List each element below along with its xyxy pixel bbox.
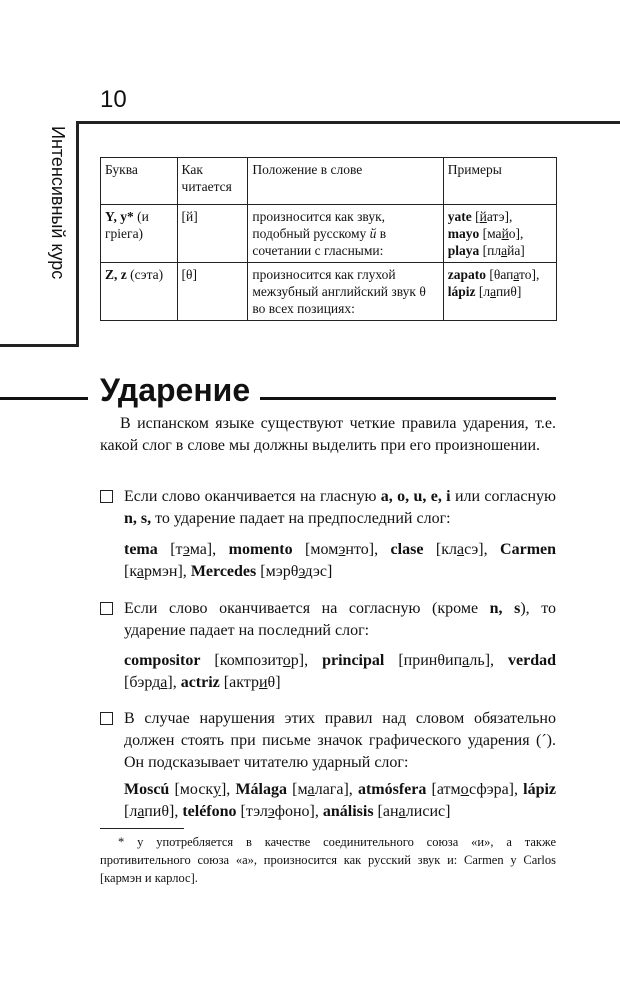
examples-cell bbox=[443, 205, 556, 263]
transcription: атэ], bbox=[486, 209, 513, 224]
example-word: lápiz bbox=[447, 284, 476, 299]
example-word: yate bbox=[447, 209, 472, 224]
table-header-cell: Как читается bbox=[177, 158, 248, 205]
transcription: ль], bbox=[469, 652, 495, 669]
stressed-vowel: о bbox=[460, 781, 470, 798]
rule-item bbox=[100, 708, 556, 774]
transcription: [л bbox=[475, 284, 491, 299]
table-row bbox=[101, 205, 557, 263]
example-word: Málaga bbox=[235, 781, 287, 798]
example-word: actriz bbox=[180, 674, 220, 691]
stressed-vowel: у bbox=[212, 781, 221, 798]
example-word: clase bbox=[390, 541, 424, 558]
side-running-title: Интенсивный курс bbox=[48, 126, 68, 280]
section-title: Ударение bbox=[100, 372, 251, 408]
example-word: Moscú bbox=[124, 781, 170, 798]
example-line bbox=[448, 225, 552, 242]
transcription: θ] bbox=[267, 674, 281, 691]
title-rule-left bbox=[0, 397, 88, 400]
stressed-vowel: а bbox=[398, 803, 406, 820]
stressed-vowel: а bbox=[513, 267, 520, 282]
page-number: 10 bbox=[100, 86, 127, 113]
example-word: atmósfera bbox=[357, 781, 427, 798]
transcription: ], bbox=[167, 674, 177, 691]
letter-name: (сэта) bbox=[126, 267, 164, 282]
transcription: йа] bbox=[507, 243, 525, 258]
table-header-cell: Положение в слове bbox=[248, 158, 443, 205]
transcription: [композит bbox=[200, 652, 283, 669]
rule-text bbox=[124, 486, 556, 530]
text-run: или согласную bbox=[450, 488, 556, 505]
stressed-vowel: а bbox=[307, 781, 315, 798]
checkbox-bullet-icon bbox=[100, 490, 113, 503]
transcription: [к bbox=[124, 563, 137, 580]
transcription: ма], bbox=[189, 541, 217, 558]
stressed-vowel: и bbox=[258, 674, 268, 691]
transcription: [мэрθ bbox=[256, 563, 299, 580]
text-run: ), то ударение падает на последний слог: bbox=[124, 600, 557, 639]
stressed-vowel: а bbox=[160, 674, 168, 691]
footnote: * y употребляется в качестве соединительного союза «и», а также противительного союза «а», произносится как русский звук и: Carmen y Carlos [кармэн и карлос]. bbox=[100, 835, 556, 885]
letter-bold: Z, z bbox=[105, 267, 127, 282]
stressed-vowel: а bbox=[456, 541, 465, 558]
example-word: tema bbox=[124, 541, 158, 558]
transcription: сфэра], bbox=[469, 781, 518, 798]
transcription: сэ], bbox=[464, 541, 488, 558]
transcription: [ bbox=[471, 209, 480, 224]
stressed-vowel: й bbox=[501, 226, 509, 241]
example-word: playa bbox=[447, 243, 480, 258]
example-word: Carmen bbox=[500, 541, 557, 558]
footnote-rule bbox=[100, 828, 184, 829]
example-line bbox=[448, 242, 552, 259]
stressed-vowel: а bbox=[490, 284, 496, 299]
transcription: [принθип bbox=[384, 652, 463, 669]
example-word: análisis bbox=[322, 803, 374, 820]
title-rule-right bbox=[260, 397, 556, 400]
transcription: фоно], bbox=[274, 803, 319, 820]
transcription: о], bbox=[508, 226, 524, 241]
transcription: лага], bbox=[314, 781, 353, 798]
rule-item bbox=[100, 598, 556, 642]
table-header-cell: Примеры bbox=[443, 158, 556, 205]
bold-letters: n, s bbox=[489, 600, 521, 617]
letter-name: (и грiега) bbox=[105, 209, 149, 241]
example-word: momento bbox=[228, 541, 293, 558]
bold-letters: a, o, u, e, i bbox=[380, 488, 451, 505]
transcription: [пл bbox=[479, 243, 502, 258]
position-cell: произносится как глухой межзубный английский звук θ во всех позициях: bbox=[248, 263, 443, 321]
transcription: [ма bbox=[479, 226, 502, 241]
checkbox-bullet-icon bbox=[100, 712, 113, 725]
frame-bottom-rule bbox=[0, 344, 79, 347]
example-word: Mercedes bbox=[190, 563, 257, 580]
example-word: teléfono bbox=[182, 803, 237, 820]
rule-examples bbox=[124, 779, 556, 823]
example-word: mayo bbox=[447, 226, 480, 241]
frame-top-rule bbox=[76, 121, 620, 124]
examples-cell bbox=[443, 263, 556, 321]
transcription: [тэл bbox=[236, 803, 268, 820]
reading-cell: [й] bbox=[177, 205, 248, 263]
intro-paragraph: В испанском языке существуют четкие правила ударения, т.е. какой слог в слове мы должны выделить при его произношении. bbox=[100, 415, 556, 454]
transcription: [м bbox=[286, 781, 308, 798]
transcription: то], bbox=[519, 267, 540, 282]
position-text: в сочетании с гласными: bbox=[252, 226, 387, 258]
transcription: [л bbox=[124, 803, 138, 820]
table-header-cell: Буква bbox=[101, 158, 178, 205]
stressed-vowel: а bbox=[462, 652, 470, 669]
example-word: compositor bbox=[124, 652, 201, 669]
transcription: ], bbox=[220, 781, 231, 798]
reading-cell: [θ] bbox=[177, 263, 248, 321]
transcription: [θап bbox=[485, 267, 514, 282]
position-italic: й bbox=[369, 226, 377, 241]
example-word: principal bbox=[322, 652, 385, 669]
table-row bbox=[101, 263, 557, 321]
stressed-vowel: а bbox=[137, 803, 145, 820]
transcription: [моск bbox=[169, 781, 213, 798]
transcription: [атм bbox=[426, 781, 461, 798]
transcription: [т bbox=[157, 541, 183, 558]
stressed-vowel: о bbox=[282, 652, 291, 669]
rule-item bbox=[100, 486, 556, 530]
letter-cell bbox=[101, 263, 178, 321]
transcription: р], bbox=[290, 652, 309, 669]
stressed-vowel: э bbox=[338, 541, 346, 558]
letter-bold: Y, y* bbox=[105, 209, 134, 224]
transcription: [актр bbox=[219, 674, 259, 691]
transcription: [кл bbox=[423, 541, 457, 558]
stressed-vowel: а bbox=[136, 563, 144, 580]
text-run: Если слово оканчивается на гласную bbox=[124, 488, 381, 505]
transcription: пиθ], bbox=[144, 803, 179, 820]
example-line bbox=[448, 266, 552, 283]
text-run: то ударение падает на предпоследний слог: bbox=[151, 510, 451, 527]
transcription: [мом bbox=[292, 541, 339, 558]
checkbox-bullet-icon bbox=[100, 602, 113, 615]
stressed-vowel: э bbox=[267, 803, 275, 820]
rule-text bbox=[124, 598, 556, 642]
transcription: [ан bbox=[373, 803, 399, 820]
letters-table bbox=[100, 157, 557, 321]
frame-left-rule bbox=[76, 121, 79, 346]
example-word: lápiz bbox=[523, 781, 557, 798]
stressed-vowel: э bbox=[182, 541, 190, 558]
rule-text: В случае нарушения этих правил над словом обязательно должен стоять при письме значок графического ударения (´). Он подсказывает читателю ударный слог: bbox=[124, 710, 556, 771]
letter-cell bbox=[101, 205, 178, 263]
table-header-row bbox=[101, 158, 557, 205]
transcription: нто], bbox=[345, 541, 379, 558]
position-text: произносится как звук, подобный русскому bbox=[252, 209, 386, 241]
example-word: zapato bbox=[447, 267, 486, 282]
example-line bbox=[448, 208, 552, 225]
stressed-vowel: а bbox=[501, 243, 508, 258]
transcription: лисис] bbox=[405, 803, 451, 820]
example-line bbox=[448, 283, 552, 300]
position-cell bbox=[248, 205, 443, 263]
rule-examples bbox=[124, 650, 556, 694]
example-word: verdad bbox=[508, 652, 557, 669]
text-run: Если слово оканчивается на согласную (кроме bbox=[124, 600, 490, 617]
transcription: [бэрд bbox=[124, 674, 161, 691]
stressed-vowel: й bbox=[479, 209, 487, 224]
transcription: пиθ] bbox=[495, 284, 522, 299]
stressed-vowel: э bbox=[298, 563, 305, 580]
bold-letters: n, s, bbox=[124, 510, 152, 527]
rule-examples bbox=[124, 539, 556, 583]
transcription: рмэн], bbox=[143, 563, 187, 580]
transcription: дэс] bbox=[304, 563, 333, 580]
